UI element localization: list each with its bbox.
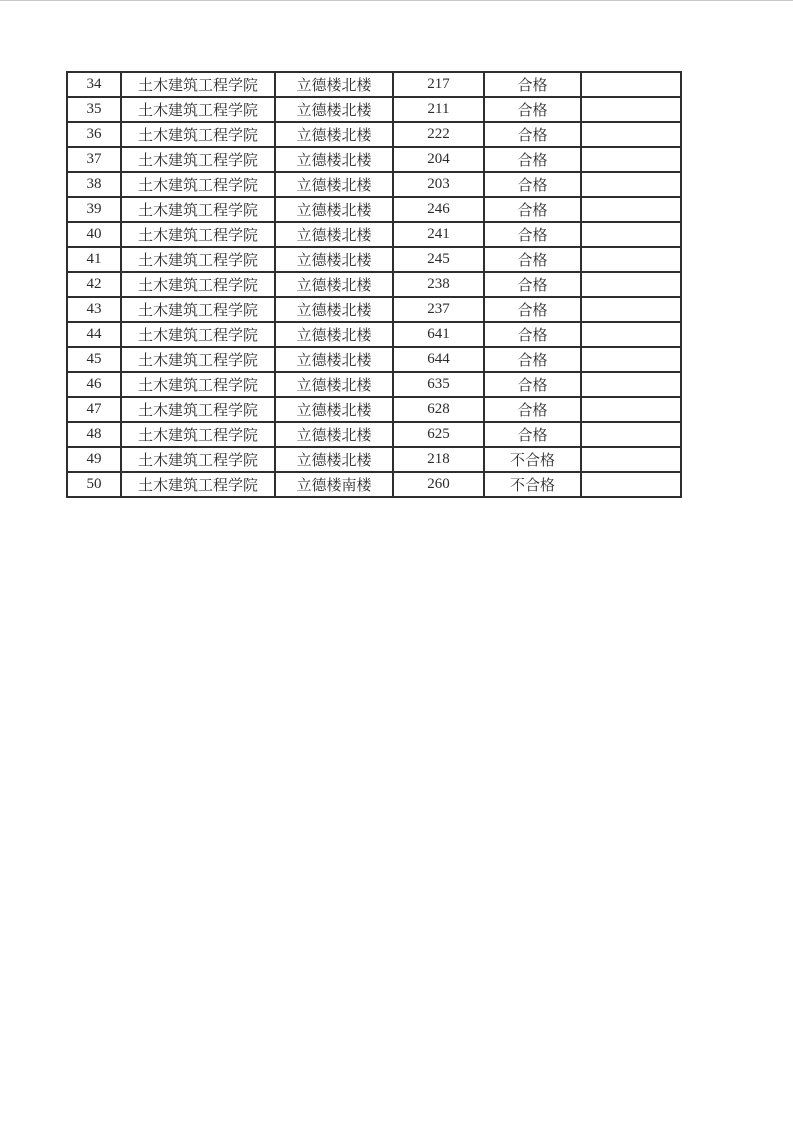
cell-building: 立德楼北楼 [275,72,393,97]
cell-building: 立德楼北楼 [275,222,393,247]
cell-college: 土木建筑工程学院 [121,97,275,122]
cell-result: 合格 [484,297,581,322]
cell-room: 203 [393,172,484,197]
table-row [67,272,681,297]
table-row [67,247,681,272]
cell-result: 合格 [484,97,581,122]
cell-college: 土木建筑工程学院 [121,72,275,97]
cell-room: 241 [393,222,484,247]
cell-result: 不合格 [484,472,581,497]
cell-note [581,247,681,272]
cell-note [581,272,681,297]
table-row [67,297,681,322]
cell-row-number: 44 [67,322,121,347]
cell-room: 237 [393,297,484,322]
cell-building: 立德楼南楼 [275,472,393,497]
cell-room: 238 [393,272,484,297]
cell-row-number: 42 [67,272,121,297]
cell-note [581,222,681,247]
inspection-table [66,71,682,498]
cell-result: 合格 [484,272,581,297]
table-row [67,172,681,197]
table-row [67,72,681,97]
cell-building: 立德楼北楼 [275,97,393,122]
cell-row-number: 39 [67,197,121,222]
cell-room: 246 [393,197,484,222]
cell-college: 土木建筑工程学院 [121,472,275,497]
cell-result: 合格 [484,422,581,447]
cell-building: 立德楼北楼 [275,372,393,397]
cell-college: 土木建筑工程学院 [121,422,275,447]
cell-result: 合格 [484,372,581,397]
table-row [67,147,681,172]
cell-building: 立德楼北楼 [275,322,393,347]
cell-result: 合格 [484,147,581,172]
cell-building: 立德楼北楼 [275,347,393,372]
cell-result: 合格 [484,322,581,347]
cell-result: 合格 [484,172,581,197]
cell-building: 立德楼北楼 [275,447,393,472]
cell-note [581,447,681,472]
cell-note [581,97,681,122]
cell-college: 土木建筑工程学院 [121,447,275,472]
cell-row-number: 38 [67,172,121,197]
cell-note [581,422,681,447]
cell-row-number: 36 [67,122,121,147]
cell-college: 土木建筑工程学院 [121,372,275,397]
table-row [67,347,681,372]
cell-college: 土木建筑工程学院 [121,197,275,222]
cell-college: 土木建筑工程学院 [121,122,275,147]
cell-note [581,322,681,347]
cell-result: 合格 [484,72,581,97]
table-row [67,472,681,497]
cell-building: 立德楼北楼 [275,197,393,222]
table-row [67,397,681,422]
cell-college: 土木建筑工程学院 [121,247,275,272]
cell-row-number: 43 [67,297,121,322]
cell-room: 625 [393,422,484,447]
cell-college: 土木建筑工程学院 [121,322,275,347]
cell-college: 土木建筑工程学院 [121,147,275,172]
cell-row-number: 47 [67,397,121,422]
cell-row-number: 48 [67,422,121,447]
cell-building: 立德楼北楼 [275,247,393,272]
cell-result: 合格 [484,397,581,422]
cell-note [581,122,681,147]
cell-row-number: 37 [67,147,121,172]
cell-row-number: 40 [67,222,121,247]
cell-result: 合格 [484,347,581,372]
table-row [67,322,681,347]
table-row [67,122,681,147]
inspection-table-body [67,72,681,497]
cell-room: 204 [393,147,484,172]
cell-college: 土木建筑工程学院 [121,297,275,322]
cell-room: 628 [393,397,484,422]
table-row [67,447,681,472]
cell-room: 217 [393,72,484,97]
table-row [67,422,681,447]
cell-note [581,197,681,222]
cell-result: 合格 [484,122,581,147]
cell-row-number: 49 [67,447,121,472]
cell-building: 立德楼北楼 [275,397,393,422]
cell-note [581,147,681,172]
cell-room: 222 [393,122,484,147]
table-row [67,222,681,247]
cell-row-number: 34 [67,72,121,97]
cell-college: 土木建筑工程学院 [121,222,275,247]
cell-room: 635 [393,372,484,397]
cell-note [581,172,681,197]
cell-result: 合格 [484,247,581,272]
cell-result: 合格 [484,222,581,247]
cell-row-number: 41 [67,247,121,272]
cell-note [581,372,681,397]
cell-building: 立德楼北楼 [275,147,393,172]
cell-room: 245 [393,247,484,272]
cell-room: 218 [393,447,484,472]
cell-building: 立德楼北楼 [275,297,393,322]
cell-note [581,347,681,372]
cell-building: 立德楼北楼 [275,422,393,447]
cell-college: 土木建筑工程学院 [121,272,275,297]
cell-college: 土木建筑工程学院 [121,397,275,422]
cell-college: 土木建筑工程学院 [121,347,275,372]
cell-room: 211 [393,97,484,122]
table-row [67,97,681,122]
cell-room: 260 [393,472,484,497]
cell-row-number: 45 [67,347,121,372]
cell-room: 644 [393,347,484,372]
cell-building: 立德楼北楼 [275,172,393,197]
cell-college: 土木建筑工程学院 [121,172,275,197]
table-row [67,372,681,397]
cell-result: 合格 [484,197,581,222]
cell-building: 立德楼北楼 [275,272,393,297]
cell-note [581,472,681,497]
cell-result: 不合格 [484,447,581,472]
cell-note [581,297,681,322]
cell-row-number: 35 [67,97,121,122]
cell-row-number: 50 [67,472,121,497]
cell-note [581,397,681,422]
table-row [67,197,681,222]
cell-room: 641 [393,322,484,347]
cell-note [581,72,681,97]
cell-row-number: 46 [67,372,121,397]
cell-building: 立德楼北楼 [275,122,393,147]
